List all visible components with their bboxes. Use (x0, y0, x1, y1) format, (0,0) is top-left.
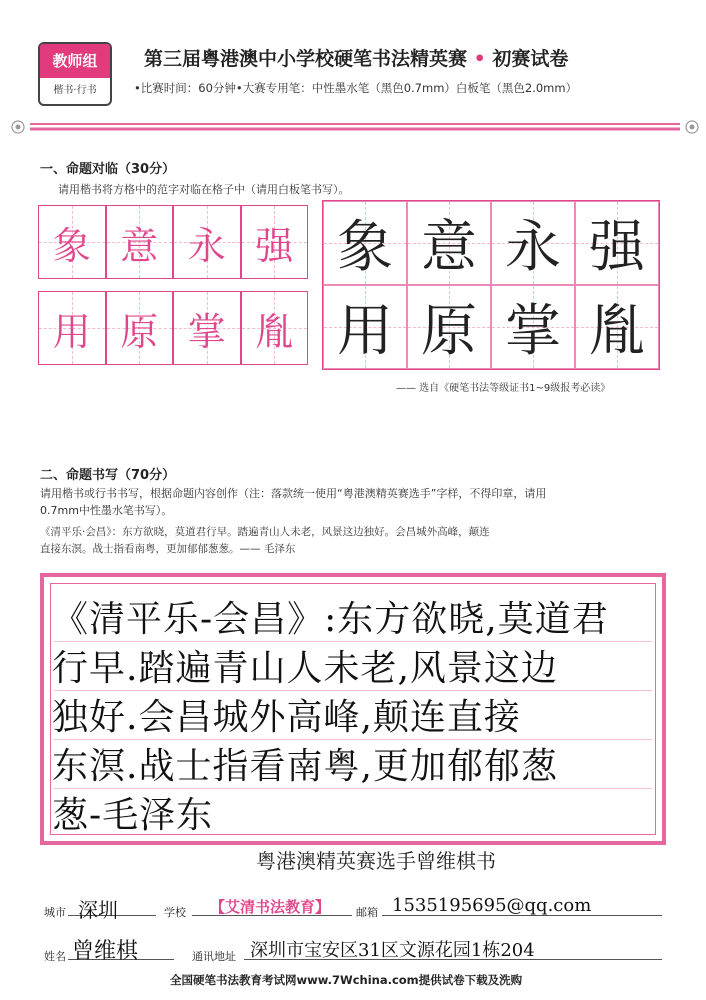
signature-line: 粤港澳精英赛选手曾维棋书 (256, 849, 496, 873)
practice-char-cell (491, 285, 575, 369)
handwritten-line: 《清平乐-会昌》:东方欲晓,莫道君 (52, 599, 609, 640)
section1-instruction: 请用楷书将方格中的范字对临在格子中（请用白板笔书写）。 (58, 183, 350, 196)
page-title (144, 44, 568, 71)
badge-script-label: 楷书·行书 (53, 85, 97, 96)
model-char: 意 (120, 223, 159, 268)
poem-text-line2: 直接东溟。战士指看南粤，更加郁郁葱葱。—— 毛泽东 (40, 543, 296, 555)
badge-group-label: 教师组 (40, 44, 110, 78)
model-char-cell (106, 205, 174, 279)
model-char-cell (241, 291, 309, 365)
email-field[interactable]: 1535195695@qq.com (392, 895, 592, 916)
model-char-cell (106, 291, 174, 365)
section2-instruction-line1: 请用楷书或行书书写，根据命题内容创作（注：落款统一使用“粤港澳精英赛选手”字样，不得印章，请用 (40, 487, 547, 500)
section2-instruction-line2: 0.7mm中性墨水笔书写）。 (40, 504, 173, 517)
source-citation: —— 选自《硬笔书法等级证书1~9级报考必读》 (396, 383, 611, 394)
address-label: 通讯地址 (192, 950, 236, 963)
section2-heading: 二、命题书写（70分） (40, 468, 176, 483)
writing-box (40, 573, 666, 845)
city-field[interactable]: 深圳 (78, 898, 118, 922)
handwritten-line: 葱-毛泽东 (52, 795, 214, 836)
group-badge (38, 42, 112, 106)
city-label: 城市 (44, 906, 66, 919)
handwritten-line: 行早.踏遍青山人未老,风景这边 (52, 648, 558, 689)
title-main: 第三届粤港澳中小学校硬笔书法精英赛 (144, 48, 468, 70)
model-char-cell (38, 205, 106, 279)
exam-info: •比赛时间：60分钟•大赛专用笔：中性墨水笔（黑色0.7mm）白板笔（黑色2.0mm） (134, 81, 578, 95)
practice-char-cell (323, 285, 407, 369)
model-char: 强 (255, 223, 294, 268)
model-char-cell (241, 205, 309, 279)
practice-char-cell (407, 285, 491, 369)
address-field[interactable]: 深圳市宝安区31区文源花园1栋204 (250, 940, 535, 961)
practice-char-cell (491, 201, 575, 285)
school-label: 学校 (164, 906, 186, 919)
practice-char: 掌 (505, 299, 561, 364)
model-char: 原 (120, 309, 159, 354)
model-char: 胤 (255, 309, 294, 354)
email-label: 邮箱 (356, 906, 378, 919)
model-char: 永 (187, 223, 226, 268)
handwritten-line: 东溟.战士指看南粤,更加郁郁葱 (52, 746, 558, 787)
name-label: 姓名 (44, 950, 66, 963)
practice-char: 强 (589, 215, 645, 280)
header-divider-ornament (10, 118, 700, 136)
practice-char: 象 (337, 215, 393, 280)
practice-char-grid (322, 200, 660, 370)
practice-char-cell (407, 201, 491, 285)
poem-text-line1: 《清平乐·会昌》：东方欲晓，莫道君行早。踏遍青山人未老，风景这边独好。会昌城外高峰，颠连 (40, 526, 490, 538)
title-dot: • (473, 48, 486, 70)
practice-char: 用 (337, 299, 393, 364)
model-char: 掌 (187, 309, 226, 354)
model-char-cell (173, 291, 241, 365)
practice-char: 胤 (589, 299, 645, 364)
practice-char-cell (575, 201, 659, 285)
model-char-cell (38, 291, 106, 365)
practice-char: 永 (505, 215, 561, 280)
practice-char-cell (323, 201, 407, 285)
section1-heading: 一、命题对临（30分） (40, 162, 176, 177)
footer-website-note: 全国硬笔书法教育考试网www.7Wchina.com提供试卷下载及洗购 (170, 973, 523, 987)
practice-char: 原 (421, 299, 477, 364)
practice-char: 意 (421, 215, 477, 280)
model-char-cell (173, 205, 241, 279)
handwritten-line: 独好.会昌城外高峰,颠连直接 (52, 697, 521, 738)
model-char-grid (38, 205, 308, 365)
school-field[interactable]: 【艾清书法教育】 (210, 898, 331, 916)
practice-char-cell (575, 285, 659, 369)
model-char: 用 (52, 309, 91, 354)
title-sub: 初赛试卷 (492, 48, 569, 70)
model-char: 象 (52, 223, 91, 268)
name-field[interactable]: 曾维棋 (72, 939, 139, 964)
